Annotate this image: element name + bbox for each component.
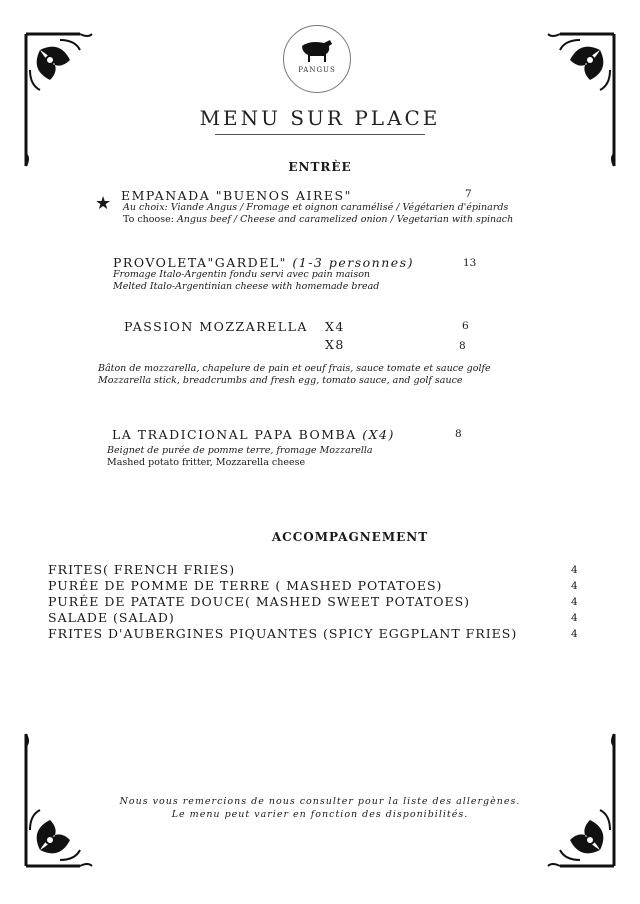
star-icon: ★ bbox=[95, 193, 112, 214]
side-price: 4 bbox=[571, 612, 578, 624]
footer-allergen-note: Nous vous remercions de nous consulter pour la liste des allergènes. bbox=[119, 796, 521, 807]
item-name: PROVOLETA"GARDEL" (1-3 personnes) bbox=[113, 255, 414, 270]
item-description-fr: Fromage Italo-Argentin fondu servi avec pain maison bbox=[113, 269, 371, 280]
page-title: MENU SUR PLACE bbox=[199, 106, 441, 130]
item-description-en: To choose: Angus beef / Cheese and caramelized onion / Vegetarian with spinach bbox=[123, 214, 514, 225]
item-variant-label: X4 bbox=[325, 319, 345, 334]
ornament-corner-top-right-icon bbox=[530, 30, 620, 170]
side-price: 4 bbox=[571, 628, 578, 640]
item-price: 13 bbox=[463, 257, 477, 269]
item-description-en: Melted Italo-Argentinian cheese with homemade bread bbox=[113, 281, 380, 292]
item-description-fr: Au choix: Viande Angus / Fromage et oignon caramélisé / Végétarien d'épinards bbox=[123, 202, 509, 213]
side-price: 4 bbox=[571, 580, 578, 592]
item-description-en: Mashed potato fritter, Mozzarella cheese bbox=[107, 457, 306, 468]
item-suffix: (1-3 personnes) bbox=[292, 255, 414, 270]
side-name: PURÉE DE PATATE DOUCE( MASHED SWEET POTATOES) bbox=[48, 594, 471, 609]
restaurant-logo bbox=[283, 25, 351, 93]
side-price: 4 bbox=[571, 564, 578, 576]
item-name: LA TRADICIONAL PAPA BOMBA (X4) bbox=[112, 427, 395, 442]
footer-availability-note: Le menu peut varier en fonction des disponibilités. bbox=[171, 809, 469, 820]
side-name: FRITES D'AUBERGINES PIQUANTES (SPICY EGGPLANT FRIES) bbox=[48, 626, 518, 641]
title-divider bbox=[215, 134, 425, 135]
logo-text: PANGUS bbox=[298, 66, 336, 74]
item-description-fr: Beignet de purée de pomme terre, fromage Mozzarella bbox=[107, 445, 373, 456]
item-variant-label: X8 bbox=[325, 337, 345, 352]
item-suffix: (X4) bbox=[362, 427, 395, 442]
side-name: SALADE (SALAD) bbox=[48, 610, 175, 625]
section-title-accompagnement: ACCOMPAGNEMENT bbox=[271, 530, 429, 544]
item-description-fr: Bâton de mozzarella, chapelure de pain et oeuf frais, sauce tomate et sauce golfe bbox=[98, 363, 491, 374]
bull-icon bbox=[296, 38, 338, 64]
item-price: 8 bbox=[455, 428, 462, 440]
side-name: FRITES( FRENCH FRIES) bbox=[48, 562, 236, 577]
side-name: PURÉE DE POMME DE TERRE ( MASHED POTATOES) bbox=[48, 578, 443, 593]
side-price: 4 bbox=[571, 596, 578, 608]
item-name: EMPANADA "BUENOS AIRES" bbox=[121, 188, 352, 203]
item-name: PASSION MOZZARELLA bbox=[124, 319, 308, 334]
item-description-en: Mozzarella stick, breadcrumbs and fresh egg, tomato sauce, and golf sauce bbox=[98, 375, 463, 386]
item-price: 7 bbox=[465, 188, 472, 200]
section-title-entree: ENTRÈE bbox=[288, 160, 352, 174]
item-price: 6 bbox=[462, 320, 469, 332]
ornament-corner-top-left-icon bbox=[20, 30, 110, 170]
item-price: 8 bbox=[459, 340, 466, 352]
